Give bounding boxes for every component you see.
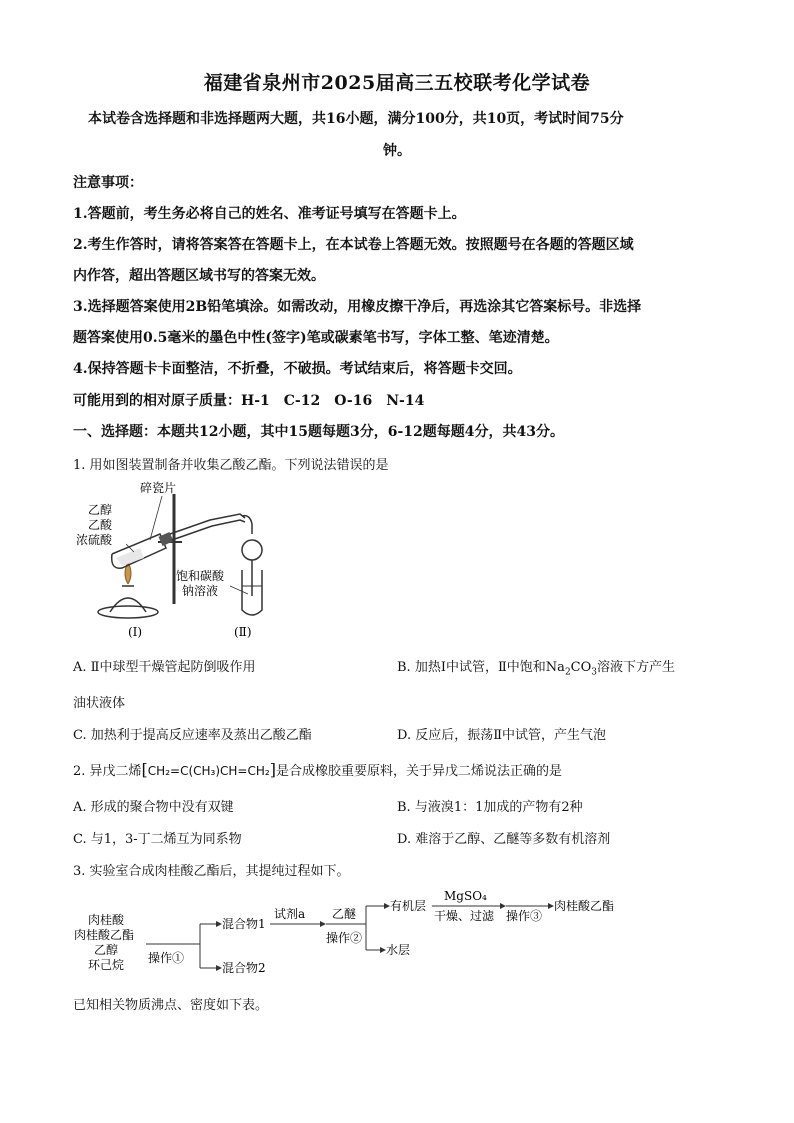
flow-start-4: 环己烷	[88, 958, 125, 972]
q3-flow-diagram	[70, 884, 670, 984]
q2-option-b: B. 与液溴1：1加成的产物有2种	[397, 800, 583, 815]
burner-base	[98, 606, 158, 618]
notice-3: 3.选择题答案使用2B铅笔填涂。如需改动，用橡皮擦干净后，再选涂其它答案标号。非选择	[73, 299, 642, 315]
flow-op3: 操作③	[506, 909, 543, 923]
q1-option-b-cont: 油状液体	[73, 696, 126, 711]
notice-1: 1.答题前，考生务必将自己的姓名、准考证号填写在答题卡上。	[73, 206, 466, 222]
flow-op1: 操作①	[148, 951, 185, 965]
fig-label-acid: 乙酸	[88, 518, 113, 532]
notice-2-cont: 内作答，超出答题区域书写的答案无效。	[73, 268, 325, 284]
q1-option-d: D. 反应后，振荡Ⅱ中试管，产生气泡	[397, 728, 607, 743]
q1-option-a: A. Ⅱ中球型干燥管起防倒吸作用	[73, 660, 256, 675]
q1-option-c: C. 加热利于提高反应速率及蒸出乙酸乙酯	[73, 728, 312, 743]
atomic-masses: 可能用到的相对原子质量：H-1 C-12 O-16 N-14	[73, 393, 425, 409]
q1-apparatus-figure	[70, 474, 310, 644]
flow-mix2: 混合物2	[222, 961, 266, 975]
intro-line1: 本试卷含选择题和非选择题两大题，共16小题，满分100分，共10页，考试时间75分	[88, 111, 624, 127]
flow-start-2: 肉桂酸乙酯	[74, 928, 135, 942]
flow-start-1: 肉桂酸	[88, 913, 125, 927]
q1-stem: 1. 用如图装置制备并收集乙酸乙酯。下列说法错误的是	[73, 458, 389, 473]
fig-label-chips: 碎瓷片	[140, 481, 177, 495]
flow-organic: 有机层	[390, 899, 427, 913]
flow-ether: 乙醚	[332, 907, 357, 921]
q2-option-a: A. 形成的聚合物中没有双键	[73, 800, 234, 815]
flow-product: 肉桂酸乙酯	[554, 899, 615, 913]
intro-line2: 钟。	[383, 143, 411, 159]
section-heading: 一、选择题：本题共12小题，其中15题每题3分，6-12题每题4分，共43分。	[73, 424, 564, 440]
drying-bulb	[242, 540, 262, 560]
page-title: 福建省泉州市2025届高三五校联考化学试卷	[203, 72, 591, 94]
flow-op2: 操作②	[326, 931, 363, 945]
flow-reagent: 试剂a	[274, 907, 306, 921]
q2-stem: 2. 异戊二烯[CH₂=C(CH₃)CH=CH₂]是合成橡胶重要原料，关于异戊二烯说法正确的是	[73, 760, 562, 779]
fig-label-h2so4: 浓硫酸	[76, 533, 113, 547]
q1-option-b: B. 加热Ⅰ中试管，Ⅱ中饱和$Na_2CO_3$溶液下方产生	[397, 660, 676, 678]
notice-2: 2.考生作答时，请将答案答在答题卡上，在本试卷上答题无效。按照题号在各题的答题区域	[73, 237, 634, 253]
q2-option-c: C. 与1，3-丁二烯互为同系物	[73, 832, 242, 847]
q3-after: 已知相关物质沸点、密度如下表。	[73, 998, 269, 1013]
fig-label-I: (Ⅰ)	[128, 625, 143, 639]
flow-water: 水层	[386, 943, 411, 957]
fig-label-sat2: 钠溶液	[182, 584, 219, 598]
fig-label-ethanol: 乙醇	[88, 503, 113, 517]
flow-mgso4: MgSO₄	[444, 889, 487, 903]
flow-dry: 干燥、过滤	[434, 909, 495, 923]
fig-label-II: (Ⅱ)	[234, 625, 252, 639]
q2-option-d: D. 难溶于乙醇、乙醚等多数有机溶剂	[397, 832, 611, 847]
notice-4: 4.保持答题卡卡面整洁，不折叠，不破损。考试结束后，将答题卡交回。	[73, 361, 522, 377]
fig-label-sat1: 饱和碳酸	[176, 569, 225, 583]
flow-mix1: 混合物1	[222, 917, 266, 931]
flow-start-3: 乙醇	[94, 943, 119, 957]
notice-3-cont: 题答案使用0.5毫米的墨色中性(签字)笔或碳素笔书写，字体工整、笔迹清楚。	[73, 330, 559, 346]
q3-stem: 3. 实验室合成肉桂酸乙酯后，其提纯过程如下。	[73, 864, 350, 879]
notice-heading: 注意事项：	[73, 175, 143, 191]
